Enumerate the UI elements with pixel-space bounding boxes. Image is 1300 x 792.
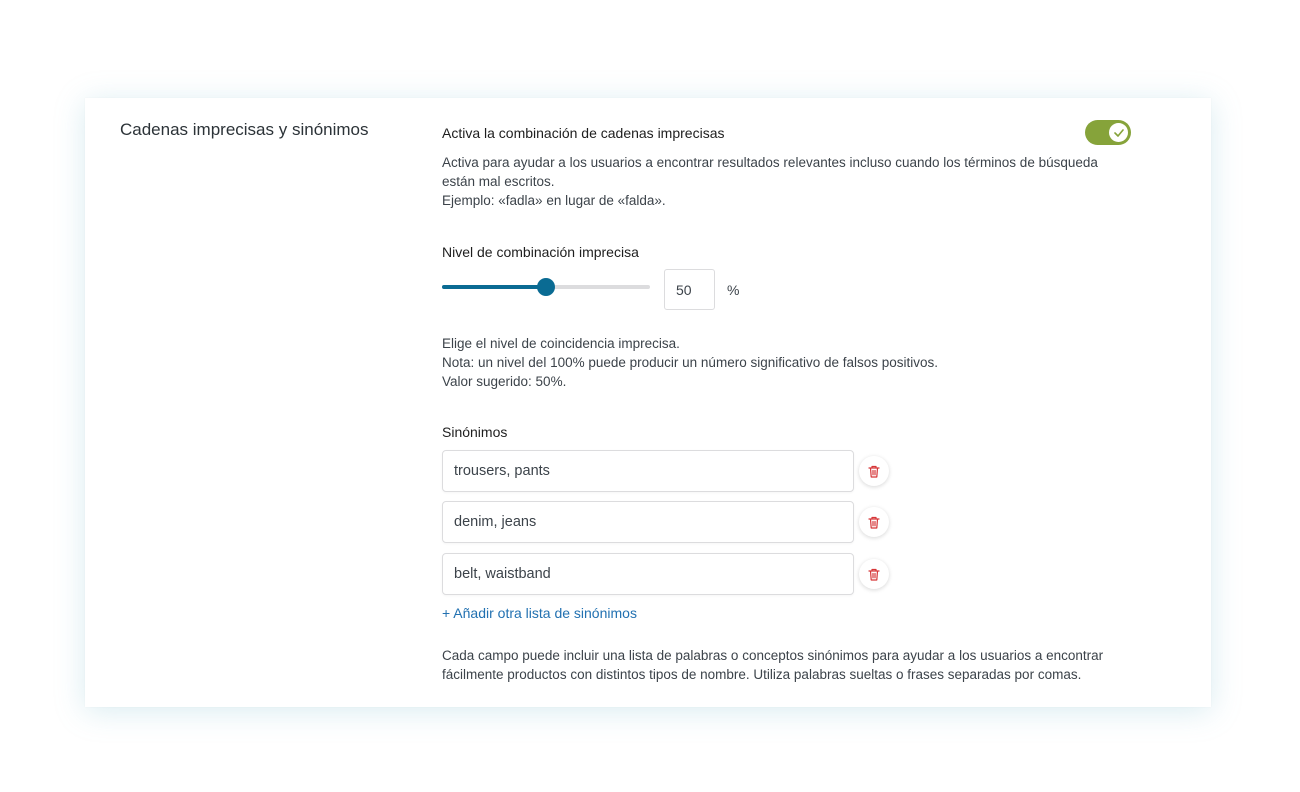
delete-synonym-button[interactable]	[859, 456, 889, 486]
fuzzy-matching-toggle[interactable]	[1085, 120, 1131, 145]
percent-unit: %	[727, 282, 740, 298]
trash-icon	[868, 516, 880, 529]
slider-thumb[interactable]	[537, 278, 555, 296]
delete-synonym-button[interactable]	[859, 507, 889, 537]
synonym-input[interactable]	[442, 501, 854, 543]
fuzzy-level-help	[442, 334, 1132, 391]
help-line: Activa para ayudar a los usuarios a encontrar resultados relevantes incluso cuando los términos de búsqueda	[442, 155, 1098, 170]
trash-icon	[868, 465, 880, 478]
help-line: Nota: un nivel del 100% puede producir un número significativo de falsos positivos.	[442, 355, 939, 370]
settings-card	[85, 98, 1211, 707]
help-line: Cada campo puede incluir una lista de palabras o conceptos sinónimos para ayudar a los usuarios a encontrar	[442, 648, 1104, 663]
fuzzy-matching-help	[442, 153, 1132, 210]
slider-fill	[442, 285, 546, 289]
section-title: Cadenas imprecisas y sinónimos	[120, 120, 369, 139]
help-line: Elige el nivel de coincidencia imprecisa.	[442, 336, 680, 351]
help-line: están mal escritos.	[442, 174, 555, 189]
synonym-row	[442, 450, 890, 493]
fuzzy-level-input[interactable]	[664, 269, 715, 310]
synonym-row	[442, 501, 890, 544]
synonym-row	[442, 553, 890, 596]
synonyms-label: Sinónimos	[442, 424, 508, 440]
help-line: Valor sugerido: 50%.	[442, 374, 567, 389]
fuzzy-level-label: Nivel de combinación imprecisa	[442, 244, 639, 260]
synonym-input[interactable]	[442, 553, 854, 595]
delete-synonym-button[interactable]	[859, 559, 889, 589]
trash-icon	[868, 568, 880, 581]
fuzzy-matching-label: Activa la combinación de cadenas imprecisas	[442, 125, 725, 141]
check-icon	[1109, 123, 1128, 142]
help-line: fácilmente productos con distintos tipos de nombre. Utiliza palabras sueltas o frases separadas por comas.	[442, 667, 1082, 682]
add-synonym-list-link[interactable]: + Añadir otra lista de sinónimos	[442, 605, 637, 621]
synonym-input[interactable]	[442, 450, 854, 492]
help-line: Ejemplo: «fadla» en lugar de «falda».	[442, 193, 666, 208]
fuzzy-level-slider[interactable]	[442, 278, 650, 296]
synonyms-help	[442, 646, 1132, 684]
